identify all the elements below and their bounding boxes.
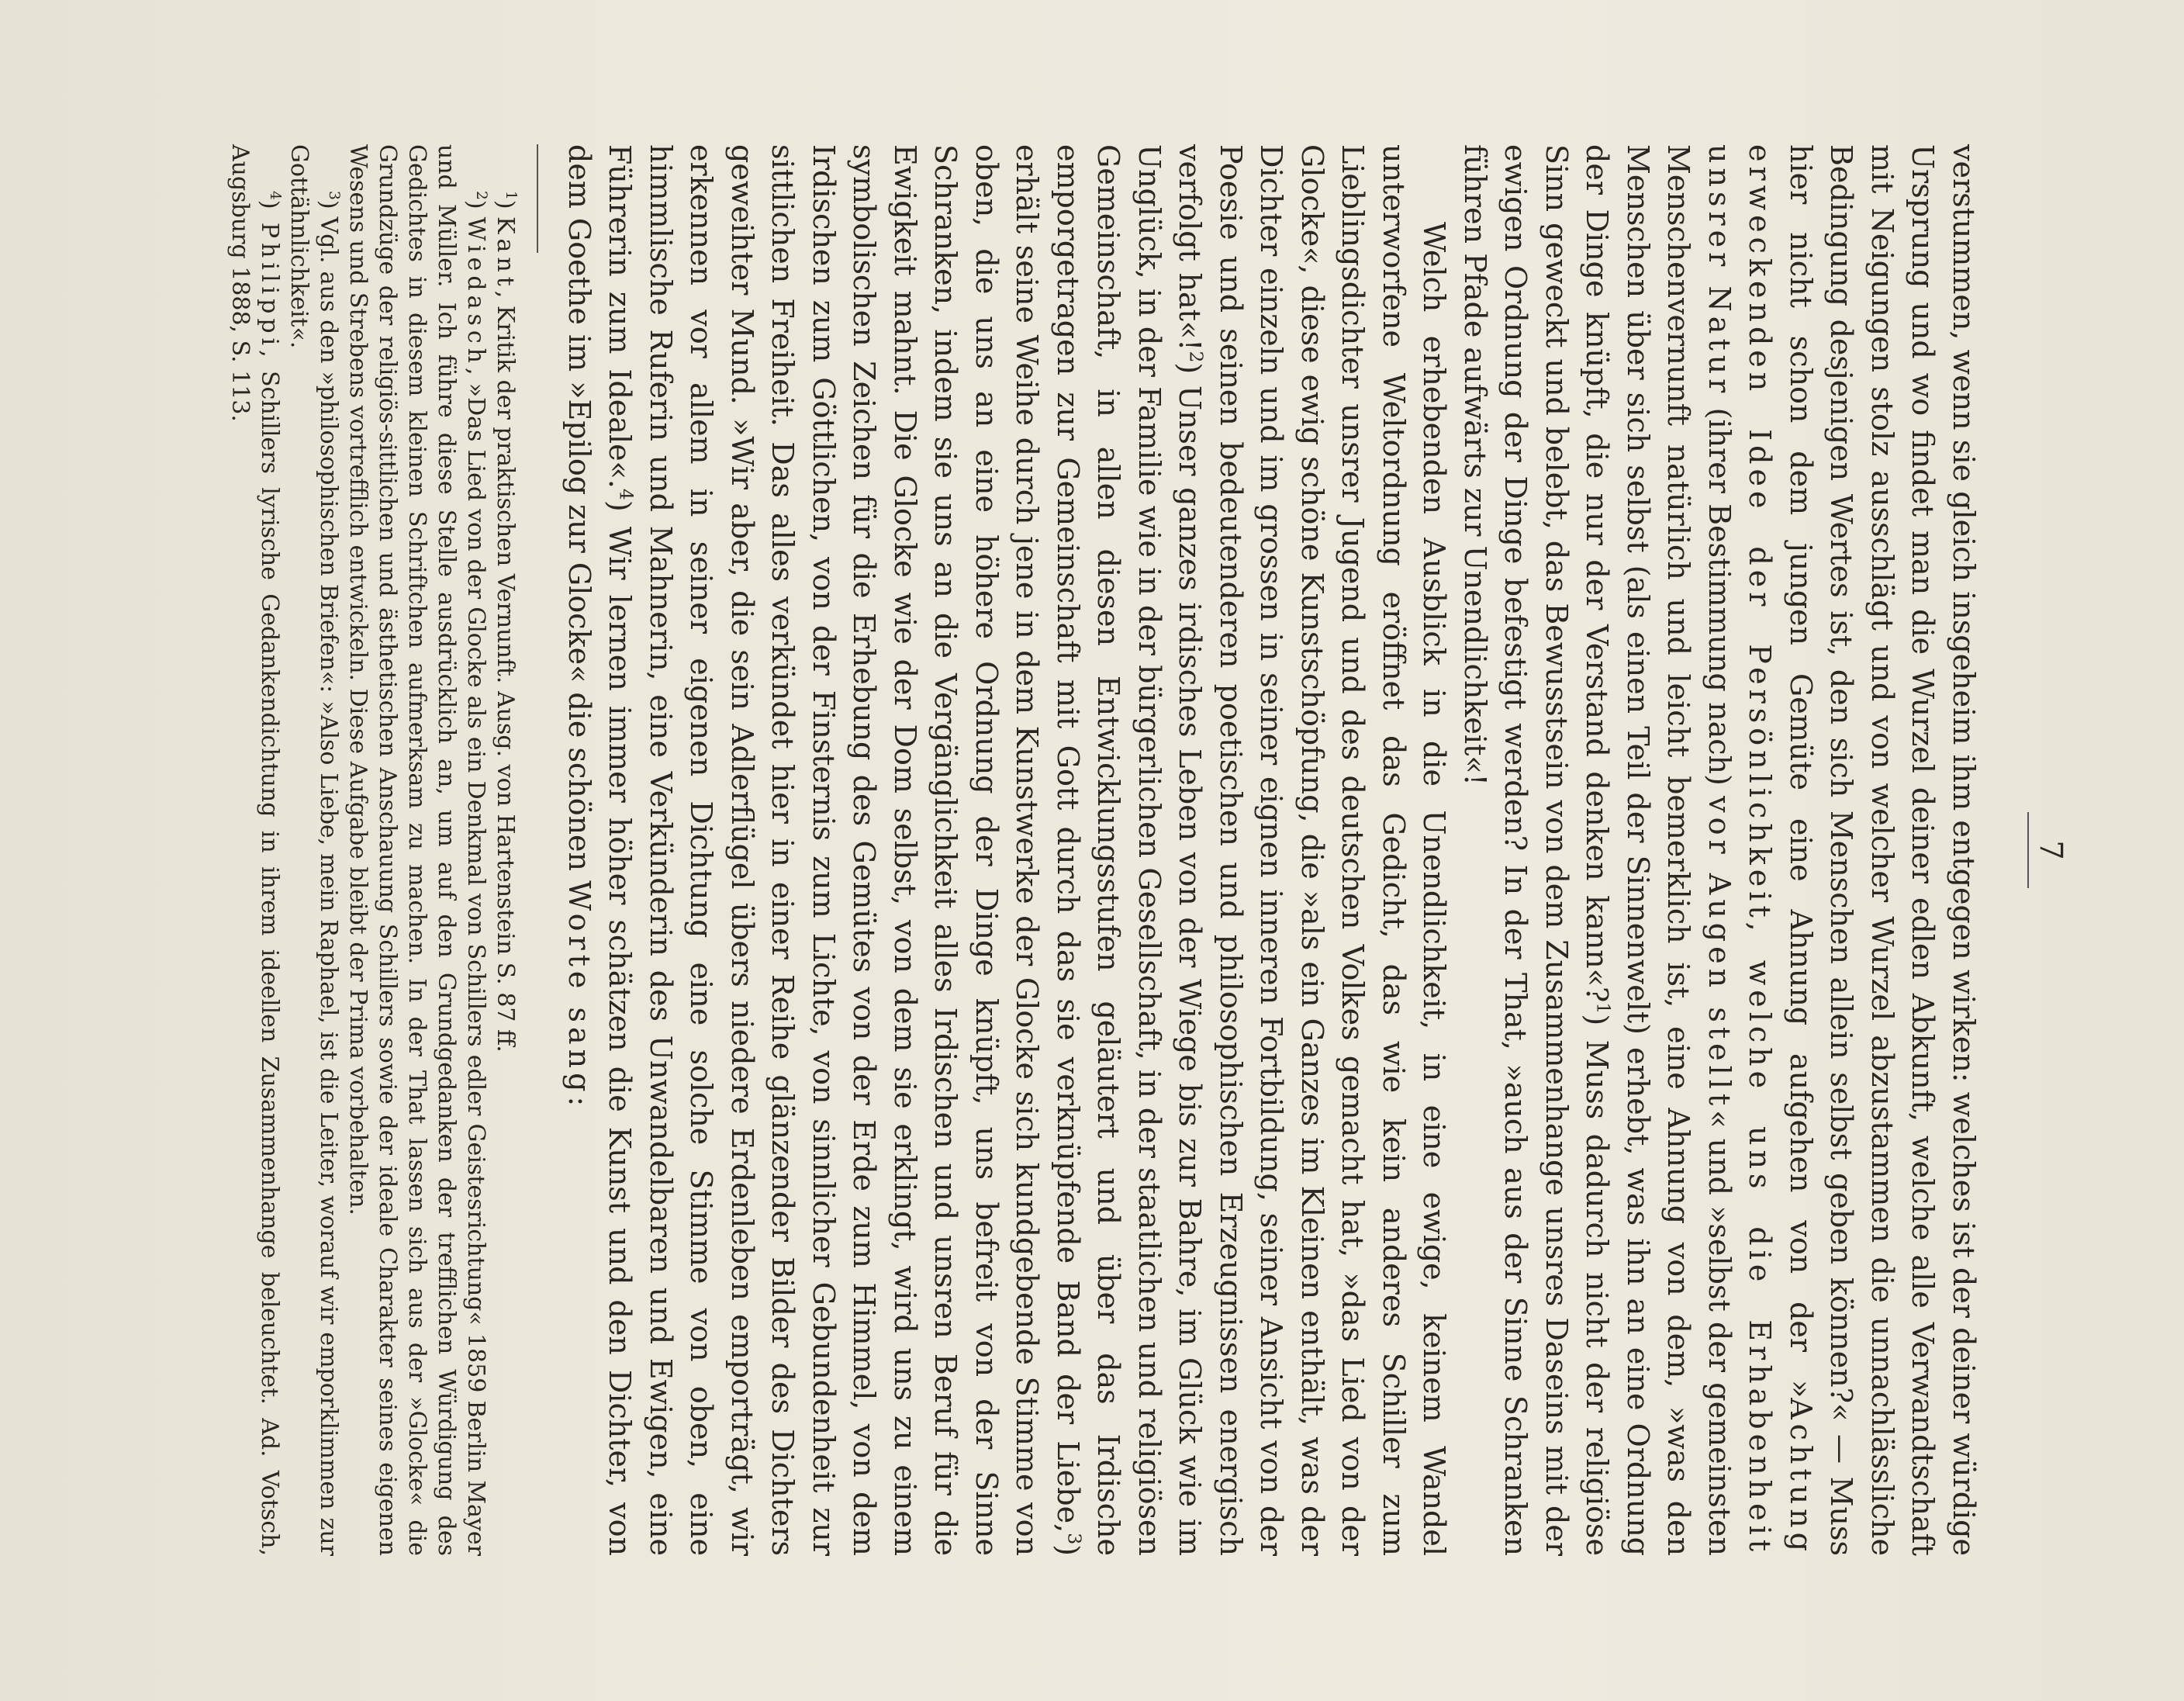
p2-line-9-pre: das Irdische emporgetragen zur Gemeinschaft mit Gott durch das sie verknüpfende Band der Liebe, bbox=[1051, 144, 1126, 1556]
p1-line-7: und »selbst der gemeinsten Menschenvernunft natürlich und leicht bemerklich ist, eine Ahnung von bbox=[1661, 144, 1736, 1556]
footnote-1-mark: 1 bbox=[503, 191, 520, 200]
p1-line-9-post: ) Muss dadurch nicht der religiöse bbox=[1580, 1014, 1615, 1556]
p2-line-8: der staatlichen und religiösen Gemeinschaft, in allen diesen Entwicklungsstufen geläutert und über bbox=[1091, 144, 1166, 1556]
rotated-book-page bbox=[84, 59, 2100, 1641]
footnote-2-line-5: seines eigenen Wesens und Strebens vortrefflich entwickeln. Diese Aufgabe bleibt der Prima vorbehalten. bbox=[344, 144, 402, 1556]
p1-line-9-pre: Ordnung der Dinge knüpft, die nur der Verstand denken kann«? bbox=[1580, 144, 1655, 1556]
p1-line-10: Sinn geweckt und belebt, das Bewusstsein von dem Zusammenhange unsres Daseins mit der ewigen bbox=[1498, 144, 1574, 1556]
p2-line-20-post: : bbox=[562, 1096, 596, 1107]
p2-line-20-pre: im »Epilog zur Glocke« die schönen bbox=[562, 334, 596, 881]
p1-line-11: Ordnung der Dinge befestigt werden? In der That, »auch aus der Sinne Schranken führen Pfade bbox=[1458, 144, 1533, 1556]
p1-line-6-mid: (ihrer Bestimmung nach) bbox=[1702, 397, 1736, 797]
main-text bbox=[226, 144, 1985, 1556]
p2-line-13: wie der Dom selbst, von dem sie erklingt, wird uns zu einem symbolischen Zeichen für die Erhebung bbox=[847, 144, 922, 1557]
p1-line-12: aufwärts zur Unendlichkeit«! bbox=[1458, 347, 1492, 786]
p1-line-3: stolz ausschlägt und von welcher Wurzel abzustammen die unnachlässliche Bedingung desjenigen bbox=[1824, 144, 1899, 1556]
p2-line-11: die uns an eine höhere Ordnung der Dinge knüpft, uns befreit von der Sinne Schranken, indem sie bbox=[928, 144, 1004, 1556]
p2-line-5: inneren Fortbildung, seiner Ansicht von der Poesie und seinen bedeutenderen poetischen und bbox=[1214, 144, 1289, 1556]
footnote-ref-1: 1 bbox=[1593, 1002, 1616, 1015]
p1-emphasis-augen: vor Augen stellt bbox=[1702, 796, 1736, 1111]
p2-line-12: uns an die Vergänglichkeit alles Irdischen und unsren Beruf für die Ewigkeit mahnt. Die Glocke bbox=[888, 144, 963, 1556]
footnote-2-mark: 2 bbox=[473, 191, 490, 200]
paragraph-2 bbox=[559, 144, 1455, 1556]
footnote-3-text: Vgl. aus den »philosophischen Briefen«: »Also Liebe, mein Raphael, ist die Leiter, worauf wir bbox=[315, 216, 343, 1325]
footnote-2-line-3: Würdigung des Gedichtes in diesem kleinen Schriftchen aufmerksam zu machen. In der That lassen sich aus der bbox=[403, 144, 461, 1556]
footnote-2-line-2: Berlin Mayer und Müller. Ich führe diese Stelle ausdrücklich an, um auf den Grundgedanken der trefflichen bbox=[433, 144, 490, 1556]
p1-emphasis-persoenlichkeit: Achtung erweckenden Idee der Persönlichkeit bbox=[1743, 144, 1818, 1556]
p1-line-4: Wertes ist, den sich Menschen allein selbst geben können?« — Muss hier nicht schon dem jungen bbox=[1784, 144, 1859, 1556]
p2-emphasis-worte: Worte sang bbox=[562, 880, 596, 1097]
page-number: 7 bbox=[2027, 812, 2072, 887]
footnote-3-mark: 3 bbox=[326, 191, 343, 200]
footnote-2: $^2$) Wiedasch, »Das Lied von der Glocke als ein Denkmal von Schillers edler Geistesrichtung« 1859 Berlin Mayer und Müller. Ich führe diese Stelle ausdrücklich an, um auf den Grundgedanken der trefflichen Würdigung des Gedichtes in diesem kleinen Schriftchen aufmerksam zu machen. In der That lassen sich aus der »Glocke« die Grundzüge der religiös-sittlichen und ästhetischen Anschauung Schillers sowie der ideale Charakter seines eigenen Wesens und Strebens vortrefflich entwickeln. Diese Aufgabe bleibt der Prima vorbehalten. bbox=[344, 144, 490, 1556]
p1-line-6-post: « bbox=[1702, 1110, 1736, 1129]
p1-line-8: dem, »was den Menschen über sich selbst (als einen Teil der Sinnenwelt) erhebt, was ihn an eine bbox=[1621, 144, 1696, 1556]
footnote-3-line-2: emporklimmen zur Gottähnlichkeit«. bbox=[285, 144, 343, 1556]
footnote-1-text: , Kritik der praktischen Vernunft. Ausg. von Hartenstein S. 87 ff. bbox=[492, 290, 520, 1053]
footnote-4-text: , Schillers lyrische Gedankendichtung in ihrem ideellen Zusammenhange beleuchtet. Ad. bbox=[256, 350, 284, 1457]
p1-emphasis-natur: welche uns die Erhabenheit unsrer Natur bbox=[1702, 144, 1778, 1556]
p2-line-1: Welch erhebenden Ausblick in die Unendlichkeit, in eine ewige, keinem Wandel unterworfene bbox=[1377, 144, 1452, 1556]
p2-line-19-post: ) Wir lernen immer höher schätzen die Kunst und den Dichter, von dem Goethe bbox=[562, 144, 638, 1556]
p2-line-19-pre: Führerin zum Ideale«. bbox=[603, 144, 638, 489]
footnote-ref-4: 4 bbox=[616, 488, 638, 500]
footnote-ref-3: 3 bbox=[1063, 1533, 1086, 1545]
p1-line-2: und wo findet man die Wurzel deiner edlen Abkunft, welche alle Verwandtschaft mit Neigungen bbox=[1865, 144, 1940, 1556]
p1-line-1: verstummen, wenn sie gleich insgeheim ihm entgegen wirken: welches ist der deiner würdige Ursprung bbox=[1906, 144, 1981, 1556]
paragraph-1 bbox=[1455, 144, 1985, 1556]
footnote-4-author: Philippi bbox=[256, 222, 284, 351]
footnote-3: $^3$) Vgl. aus den »philosophischen Briefen«: »Also Liebe, mein Raphael, ist die Leiter, worauf wir emporklimmen zur Gottähnlichkeit«. bbox=[285, 144, 343, 1556]
p2-line-16: glänzender Bilder des Dichters geweihter Mund. »Wir aber, die sein Adlerflügel übers niedere bbox=[725, 144, 800, 1556]
footnote-1: $^1$) Kant, Kritik der praktischen Vernunft. Ausg. von Hartenstein S. 87 ff. bbox=[492, 191, 520, 1053]
footnote-2-author: Wiedasch bbox=[462, 216, 490, 368]
p2-line-7: bis zur Bahre, im Glück wie im Unglück, in der Familie wie in der bürgerlichen Gesellschaft, in bbox=[1132, 144, 1208, 1557]
footnote-4-mark: 4 bbox=[267, 191, 284, 200]
footnote-2-line-4: »Glocke« die Grundzüge der religiös-sittlichen und ästhetischen Anschauung Schillers sowie der ideale Charakter bbox=[374, 144, 431, 1556]
p2-line-10: erhält seine Weihe durch jene in dem Kunstwerke der Glocke sich kundgebende Stimme von oben, bbox=[969, 144, 1045, 1556]
footnote-ref-2: 2 bbox=[1186, 351, 1208, 363]
p2-line-2: Weltordnung eröffnet das Gedicht, das wie kein anderes Schiller zum Lieblingsdichter unsrer Jugend bbox=[1336, 144, 1411, 1556]
footnote-divider bbox=[537, 144, 539, 253]
p2-line-3: und des deutschen Volkes gemacht hat, »das Lied von der Glocke«, diese ewig schöne Kunstschöpfung, bbox=[1295, 144, 1370, 1556]
p1-line-5-post: , bbox=[1743, 921, 1778, 932]
footnotes bbox=[226, 144, 520, 1556]
footnote-2-text: , »Das Lied von der Glocke als ein Denkmal von Schillers edler Geistesrichtung« 1859 bbox=[462, 368, 490, 1393]
footnote-4-line-2: Votsch, Augsburg 1888, S. 113. bbox=[226, 144, 284, 1556]
p2-line-17: Erdenleben emporträgt, wir erkennen vor allem in seiner eigenen Dichtung eine solche Stimme von bbox=[684, 144, 759, 1556]
page-number-area bbox=[2027, 59, 2072, 1641]
p2-line-6-pre: philosophischen Erzeugnissen energisch verfolgt hat«! bbox=[1173, 144, 1248, 1556]
p2-line-9-post: ) bbox=[1051, 1544, 1085, 1556]
p2-line-14: des Gemütes von der Erde zum Himmel, von dem Irdischen zum Göttlichen, von der Finsternis zum bbox=[807, 144, 882, 1556]
p2-line-18: oben, eine himmlische Ruferin und Mahnerin, eine Verkünderin des Unwandelbaren und Ewigen, eine bbox=[644, 144, 719, 1556]
p2-line-15: Lichte, von sinnlicher Gebundenheit zur sittlichen Freiheit. Das alles verkündet hier in einer Reihe bbox=[765, 144, 841, 1556]
p1-line-5-pre: Gemüte eine Ahnung aufgehen von der » bbox=[1784, 672, 1818, 1398]
footnote-1-author: Kant bbox=[492, 216, 520, 291]
footnote-4: $^4$) Philippi, Schillers lyrische Gedankendichtung in ihrem ideellen Zusammenhange beleuchtet. Ad. Votsch, Augsburg 1888, S. 113. bbox=[226, 144, 284, 1556]
p2-line-4: die »als ein Ganzes im Kleinen enthält, was der Dichter einzeln und im grossen in seiner eignen bbox=[1254, 144, 1329, 1556]
p2-line-6-post: ) Unser ganzes irdisches Leben von der Wiege bbox=[1173, 362, 1208, 1072]
